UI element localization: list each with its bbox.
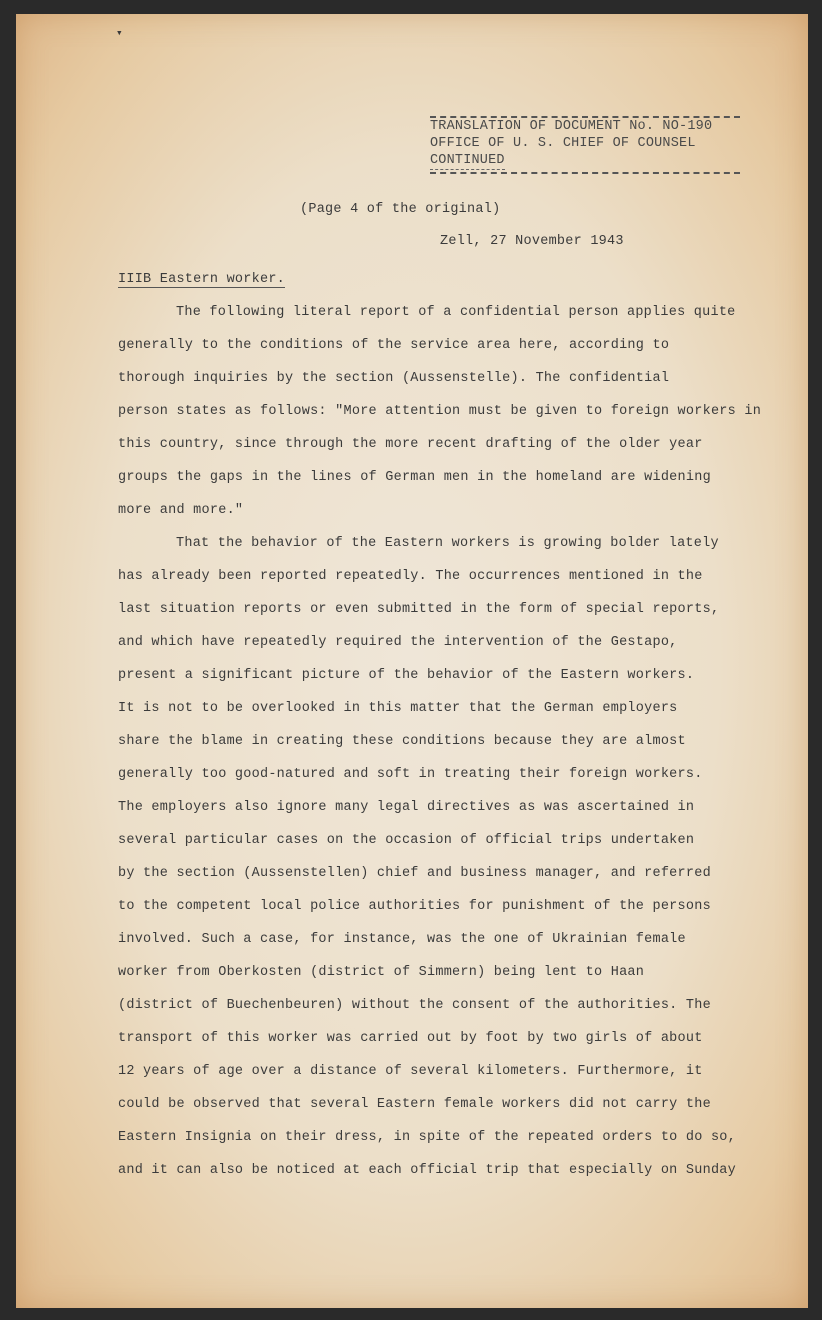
pin-mark-icon: ▾ (116, 28, 123, 40)
p1-line-2: generally to the conditions of the service area here, according to (118, 338, 670, 353)
section-heading: IIIB Eastern worker. (118, 272, 286, 287)
header-line-1: TRANSLATION OF DOCUMENT No. NO-190 (430, 119, 713, 134)
p1-line-4: person states as follows: "More attention must be given to foreign workers in (118, 404, 762, 419)
p2-line-11: by the section (Aussenstellen) chief and business manager, and referred (118, 866, 711, 881)
p2-line-3: last situation reports or even submitted in the form of special reports, (118, 602, 720, 617)
p2-line-5: present a significant picture of the behavior of the Eastern workers. (118, 668, 695, 683)
p2-line-10: several particular cases on the occasion of official trips undertaken (118, 833, 695, 848)
p2-line-20: and it can also be noticed at each official trip that especially on Sunday (118, 1163, 736, 1178)
p1-line-3: thorough inquiries by the section (Aussenstelle). The confidential (118, 371, 670, 386)
document-page (16, 14, 808, 1308)
p2-line-8: generally too good-natured and soft in treating their foreign workers. (118, 767, 703, 782)
p2-line-15: (district of Buechenbeuren) without the consent of the authorities. The (118, 998, 711, 1013)
p1-line-6: groups the gaps in the lines of German men in the homeland are widening (118, 470, 711, 485)
p2-line-7: share the blame in creating these conditions because they are almost (118, 734, 686, 749)
p2-line-13: involved. Such a case, for instance, was the one of Ukrainian female (118, 932, 686, 947)
p2-line-18: could be observed that several Eastern female workers did not carry the (118, 1097, 711, 1112)
place-date: Zell, 27 November 1943 (440, 234, 624, 249)
header-line-3: CONTINUED (430, 153, 505, 168)
p1-line-5: this country, since through the more recent drafting of the older year (118, 437, 703, 452)
page-note: (Page 4 of the original) (300, 202, 501, 217)
p2-line-19: Eastern Insignia on their dress, in spite of the repeated orders to do so, (118, 1130, 736, 1145)
p1-line-1: The following literal report of a confidential person applies quite (176, 305, 736, 320)
p1-line-7: more and more." (118, 503, 244, 518)
p2-line-9: The employers also ignore many legal directives as was ascertained in (118, 800, 695, 815)
p2-line-2: has already been reported repeatedly. The occurrences mentioned in the (118, 569, 703, 584)
p2-line-17: 12 years of age over a distance of several kilometers. Furthermore, it (118, 1064, 703, 1079)
p2-line-12: to the competent local police authorities for punishment of the persons (118, 899, 711, 914)
header-bottom-rule (430, 172, 740, 174)
p2-line-6: It is not to be overlooked in this matter that the German employers (118, 701, 678, 716)
p2-line-1: That the behavior of the Eastern workers is growing bolder lately (176, 536, 719, 551)
p2-line-16: transport of this worker was carried out by foot by two girls of about (118, 1031, 703, 1046)
translation-header (430, 116, 740, 174)
p2-line-4: and which have repeatedly required the intervention of the Gestapo, (118, 635, 678, 650)
p2-line-14: worker from Oberkosten (district of Simmern) being lent to Haan (118, 965, 645, 980)
header-line-2: OFFICE OF U. S. CHIEF OF COUNSEL (430, 136, 696, 151)
